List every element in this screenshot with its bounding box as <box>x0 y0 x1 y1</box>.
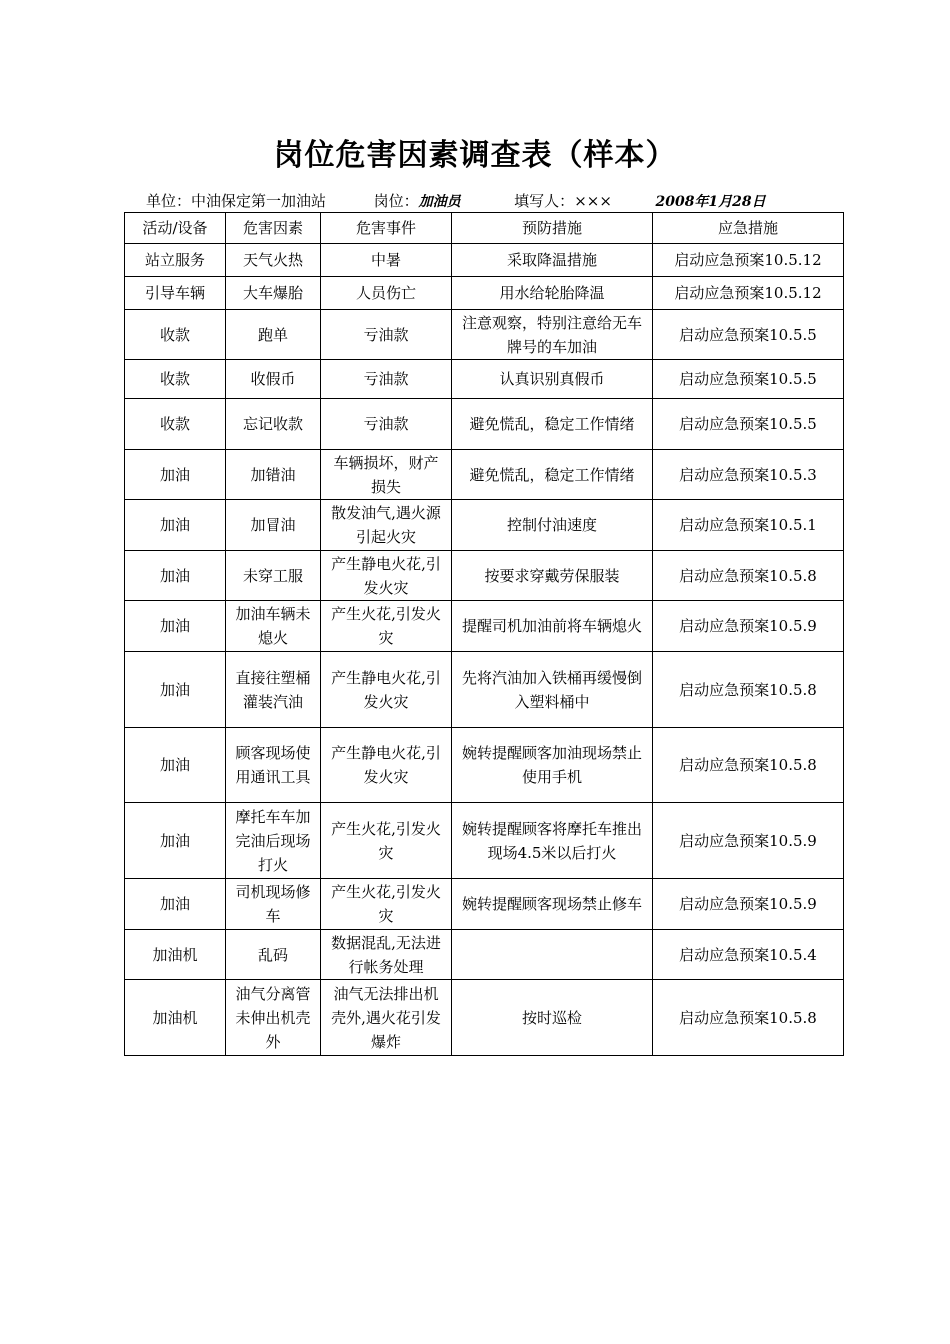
cell-hazard-factor: 天气火热 <box>226 244 321 277</box>
cell-hazard-event: 中暑 <box>321 244 452 277</box>
cell-activity: 收款 <box>125 310 226 360</box>
cell-hazard-event: 散发油气,遇火源引起火灾 <box>321 500 452 551</box>
table-row <box>125 399 844 450</box>
cell-hazard-event: 产生静电火花,引发火灾 <box>321 728 452 803</box>
filler-label: 填写人： <box>514 192 575 210</box>
cell-hazard-factor: 大车爆胎 <box>226 277 321 310</box>
cell-hazard-event: 产生火花,引发火灾 <box>321 803 452 879</box>
cell-hazard-factor: 忘记收款 <box>226 399 321 450</box>
cell-hazard-factor: 直接往塑桶灌装汽油 <box>226 652 321 728</box>
table-row <box>125 803 844 879</box>
cell-hazard-event: 亏油款 <box>321 399 452 450</box>
cell-emergency: 启动应急预案10.5.8 <box>653 551 844 601</box>
cell-hazard-event: 产生火花,引发火灾 <box>321 879 452 930</box>
cell-activity: 收款 <box>125 399 226 450</box>
cell-hazard-factor: 加错油 <box>226 450 321 500</box>
table-row <box>125 310 844 360</box>
cell-emergency: 启动应急预案10.5.5 <box>653 310 844 360</box>
cell-hazard-event: 亏油款 <box>321 310 452 360</box>
post-value: 加油员 <box>418 194 461 210</box>
cell-emergency: 启动应急预案10.5.9 <box>653 803 844 879</box>
cell-prevention: 婉转提醒顾客将摩托车推出现场4.5米以后打火 <box>452 803 653 879</box>
cell-prevention: 控制付油速度 <box>452 500 653 551</box>
table-row <box>125 500 844 551</box>
filler-value: ××× <box>574 192 612 210</box>
table-row <box>125 450 844 500</box>
document-title: 岗位危害因素调查表（样本） <box>273 138 677 173</box>
cell-prevention: 认真识别真假币 <box>452 360 653 399</box>
cell-activity: 加油 <box>125 601 226 652</box>
cell-prevention: 先将汽油加入铁桶再缓慢倒入塑料桶中 <box>452 652 653 728</box>
cell-emergency: 启动应急预案10.5.9 <box>653 879 844 930</box>
table-row <box>125 277 844 310</box>
cell-hazard-factor: 未穿工服 <box>226 551 321 601</box>
header-hazard-event: 危害事件 <box>321 213 452 244</box>
cell-prevention: 采取降温措施 <box>452 244 653 277</box>
unit-label: 单位： <box>146 192 192 210</box>
document-meta <box>146 190 766 211</box>
cell-hazard-factor: 加油车辆未熄火 <box>226 601 321 652</box>
cell-hazard-factor: 顾客现场使用通讯工具 <box>226 728 321 803</box>
cell-hazard-event: 油气无法排出机壳外,遇火花引发爆炸 <box>321 980 452 1056</box>
cell-emergency: 启动应急预案10.5.9 <box>653 601 844 652</box>
cell-activity: 站立服务 <box>125 244 226 277</box>
table-row <box>125 244 844 277</box>
cell-emergency: 启动应急预案10.5.3 <box>653 450 844 500</box>
table-row <box>125 930 844 980</box>
cell-hazard-event: 亏油款 <box>321 360 452 399</box>
cell-prevention: 避免慌乱，稳定工作情绪 <box>452 450 653 500</box>
cell-emergency: 启动应急预案10.5.4 <box>653 930 844 980</box>
cell-hazard-factor: 加冒油 <box>226 500 321 551</box>
cell-emergency: 启动应急预案10.5.8 <box>653 728 844 803</box>
cell-hazard-factor: 司机现场修车 <box>226 879 321 930</box>
cell-activity: 加油 <box>125 551 226 601</box>
header-emergency: 应急措施 <box>653 213 844 244</box>
cell-hazard-factor: 跑单 <box>226 310 321 360</box>
cell-activity: 引导车辆 <box>125 277 226 310</box>
cell-hazard-factor: 收假币 <box>226 360 321 399</box>
header-hazard-factor: 危害因素 <box>226 213 321 244</box>
table-header-row <box>125 213 844 244</box>
cell-hazard-event: 产生火花,引发火灾 <box>321 601 452 652</box>
cell-activity: 收款 <box>125 360 226 399</box>
cell-activity: 加油 <box>125 500 226 551</box>
cell-emergency: 启动应急预案10.5.8 <box>653 652 844 728</box>
header-activity: 活动/设备 <box>125 213 226 244</box>
cell-prevention: 用水给轮胎降温 <box>452 277 653 310</box>
cell-hazard-event: 产生静电火花,引发火灾 <box>321 652 452 728</box>
post-label: 岗位： <box>373 192 419 210</box>
cell-activity: 加油 <box>125 652 226 728</box>
cell-emergency: 启动应急预案10.5.8 <box>653 980 844 1056</box>
cell-prevention: 提醒司机加油前将车辆熄火 <box>452 601 653 652</box>
unit-value: 中油保定第一加油站 <box>191 192 327 210</box>
cell-hazard-event: 产生静电火花,引发火灾 <box>321 551 452 601</box>
cell-prevention: 按时巡检 <box>452 980 653 1056</box>
table-row <box>125 728 844 803</box>
cell-activity: 加油 <box>125 728 226 803</box>
cell-activity: 加油机 <box>125 980 226 1056</box>
table-row <box>125 879 844 930</box>
cell-activity: 加油 <box>125 879 226 930</box>
cell-hazard-factor: 摩托车车加完油后现场打火 <box>226 803 321 879</box>
cell-emergency: 启动应急预案10.5.5 <box>653 360 844 399</box>
table-row <box>125 360 844 399</box>
cell-hazard-event: 人员伤亡 <box>321 277 452 310</box>
cell-emergency: 启动应急预案10.5.5 <box>653 399 844 450</box>
cell-prevention: 注意观察，特别注意给无车牌号的车加油 <box>452 310 653 360</box>
cell-prevention: 按要求穿戴劳保服装 <box>452 551 653 601</box>
hazard-table <box>124 212 844 1056</box>
cell-prevention: 婉转提醒顾客加油现场禁止使用手机 <box>452 728 653 803</box>
cell-activity: 加油 <box>125 450 226 500</box>
cell-hazard-event: 车辆损坏，财产损失 <box>321 450 452 500</box>
table-row <box>125 551 844 601</box>
cell-prevention: 婉转提醒顾客现场禁止修车 <box>452 879 653 930</box>
date-value: 2008年1月28日 <box>655 194 766 210</box>
cell-hazard-factor: 油气分离管未伸出机壳外 <box>226 980 321 1056</box>
table-row <box>125 652 844 728</box>
cell-activity: 加油 <box>125 803 226 879</box>
cell-prevention <box>452 930 653 980</box>
cell-prevention: 避免慌乱，稳定工作情绪 <box>452 399 653 450</box>
cell-emergency: 启动应急预案10.5.12 <box>653 244 844 277</box>
cell-hazard-event: 数据混乱,无法进行帐务处理 <box>321 930 452 980</box>
table-row <box>125 980 844 1056</box>
header-prevention: 预防措施 <box>452 213 653 244</box>
cell-emergency: 启动应急预案10.5.12 <box>653 277 844 310</box>
cell-emergency: 启动应急预案10.5.1 <box>653 500 844 551</box>
cell-activity: 加油机 <box>125 930 226 980</box>
cell-hazard-factor: 乱码 <box>226 930 321 980</box>
table-row <box>125 601 844 652</box>
